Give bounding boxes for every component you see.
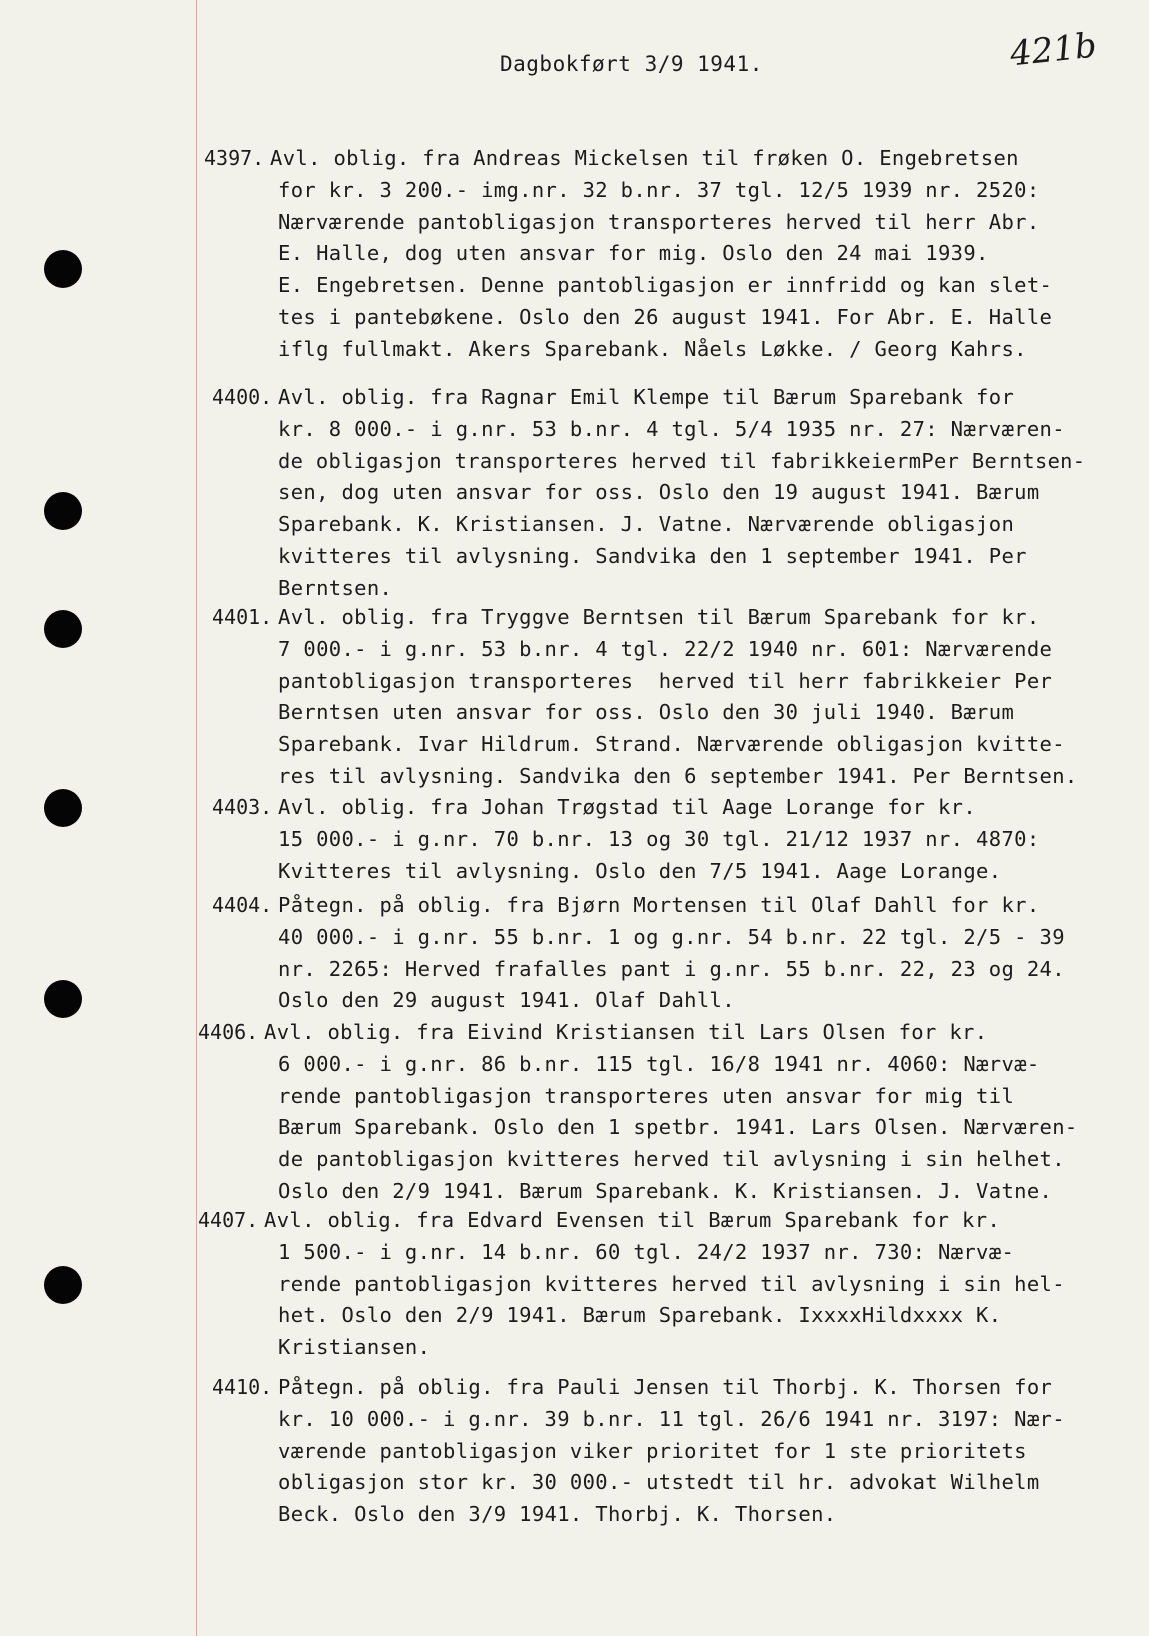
entry-line: de pantobligasjon kvitteres herved til avlysning i sin helhet.	[278, 1147, 1065, 1172]
punch-hole	[44, 610, 82, 648]
entry-line: Sparebank. Ivar Hildrum. Strand. Nærværende obligasjon kvitte-	[278, 732, 1065, 757]
entry-line: Sparebank. K. Kristiansen. J. Vatne. Nærværende obligasjon	[278, 512, 1015, 537]
entry-number: 4407.	[198, 1208, 259, 1232]
entry-line: 7 000.- i g.nr. 53 b.nr. 4 tgl. 22/2 1940 nr. 601: Nærværende	[278, 636, 1053, 661]
entry-number: 4397.	[204, 146, 265, 170]
entry-line: 15 000.- i g.nr. 70 b.nr. 13 og 30 tgl. 21/12 1937 nr. 4870:	[278, 826, 1040, 851]
entry-number: 4410.	[212, 1375, 273, 1399]
entry-line: obligasjon stor kr. 30 000.- utstedt til hr. advokat Wilhelm	[278, 1470, 1040, 1495]
punch-hole	[44, 492, 82, 530]
page-number: 421b	[1008, 25, 1099, 75]
entry-line: Oslo den 2/9 1941. Bærum Sparebank. K. Kristiansen. J. Vatne.	[278, 1179, 1053, 1203]
entry-line: rende pantobligasjon transporteres uten ansvar for mig til	[278, 1083, 1015, 1108]
entry-line: de obligasjon transporteres herved til fabrikkeiermPer Berntsen-	[278, 448, 1086, 473]
entry-line: Avl. oblig. fra Johan Trøgstad til Aage Lorange for kr.	[278, 795, 977, 819]
entry-line: Oslo den 29 august 1941. Olaf Dahll.	[278, 988, 735, 1013]
entry-line: sen, dog uten ansvar for oss. Oslo den 19 august 1941. Bærum	[278, 480, 1040, 505]
entry-line: iflg fullmakt. Akers Sparebank. Nåels Løkke. / Georg Kahrs.	[278, 336, 1027, 361]
entry-line: Avl. oblig. fra Eivind Kristiansen til Lars Olsen for kr.	[264, 1020, 988, 1044]
entry-line: kvitteres til avlysning. Sandvika den 1 september 1941. Per	[278, 544, 1027, 568]
punch-hole	[44, 1266, 82, 1304]
entry-line: Avl. oblig. fra Ragnar Emil Klempe til Bærum Sparebank for	[278, 385, 1015, 409]
entry-line: kr. 10 000.- i g.nr. 39 b.nr. 11 tgl. 26/6 1941 nr. 3197: Nær-	[278, 1406, 1065, 1431]
entry-line: Påtegn. på oblig. fra Bjørn Mortensen til Olaf Dahll for kr.	[278, 893, 1040, 917]
punch-hole	[44, 980, 82, 1018]
entry-number: 4406.	[198, 1020, 259, 1044]
entry-line: tes i pantebøkene. Oslo den 26 august 1941. For Abr. E. Halle	[278, 305, 1053, 329]
entry-number: 4403.	[212, 795, 273, 819]
entry-line: Avl. oblig. fra Andreas Mickelsen til frøken O. Engebretsen	[270, 146, 1019, 170]
entry-line: E. Halle, dog uten ansvar for mig. Oslo den 24 mai 1939.	[278, 241, 989, 266]
entry-line: Beck. Oslo den 3/9 1941. Thorbj. K. Thorsen.	[278, 1502, 837, 1527]
entry-line: 6 000.- i g.nr. 86 b.nr. 115 tgl. 16/8 1941 nr. 4060: Nærvæ-	[278, 1051, 1040, 1076]
entry-line: nr. 2265: Herved frafalles pant i g.nr. 55 b.nr. 22, 23 og 24.	[278, 956, 1065, 981]
entry-line: for kr. 3 200.- img.nr. 32 b.nr. 37 tgl. 12/5 1939 nr. 2520:	[278, 177, 1040, 202]
entry-line: Berntsen uten ansvar for oss. Oslo den 30 juli 1940. Bærum	[278, 700, 1015, 725]
entry-number: 4400.	[212, 385, 273, 409]
punch-hole	[44, 789, 82, 827]
entry-line: kr. 8 000.- i g.nr. 53 b.nr. 4 tgl. 5/4 1935 nr. 27: Nærværen-	[278, 416, 1065, 441]
entry-line: Påtegn. på oblig. fra Pauli Jensen til Thorbj. K. Thorsen for	[278, 1375, 1053, 1399]
entry-line: Avl. oblig. fra Tryggve Berntsen til Bærum Sparebank for kr.	[278, 605, 1040, 629]
entry-line: Kvitteres til avlysning. Oslo den 7/5 1941. Aage Lorange.	[278, 858, 1002, 883]
entry-line: Avl. oblig. fra Edvard Evensen til Bærum Sparebank for kr.	[264, 1208, 1001, 1232]
punch-hole	[44, 250, 82, 288]
entry-line: værende pantobligasjon viker prioritet for 1 ste prioritets	[278, 1438, 1027, 1463]
page-header: Dagbokført 3/9 1941.	[500, 52, 763, 76]
entry-line: Bærum Sparebank. Oslo den 1 spetbr. 1941. Lars Olsen. Nærværen-	[278, 1115, 1078, 1140]
entry-line: 1 500.- i g.nr. 14 b.nr. 60 tgl. 24/2 1937 nr. 730: Nærvæ-	[278, 1239, 1015, 1264]
entry-line: Nærværende pantobligasjon transporteres herved til herr Abr.	[278, 209, 1040, 234]
entry-number: 4404.	[212, 893, 273, 917]
entry-line: Kristiansen.	[278, 1335, 431, 1360]
entry-line: rende pantobligasjon kvitteres herved til avlysning i sin hel-	[278, 1271, 1065, 1296]
entry-line: res til avlysning. Sandvika den 6 september 1941. Per Berntsen.	[278, 764, 1078, 788]
entry-line: E. Engebretsen. Denne pantobligasjon er innfridd og kan slet-	[278, 273, 1053, 298]
margin-rule	[196, 0, 197, 1636]
entry-line: 40 000.- i g.nr. 55 b.nr. 1 og g.nr. 54 b.nr. 22 tgl. 2/5 - 39	[278, 924, 1065, 949]
entry-line: pantobligasjon transporteres herved til herr fabrikkeier Per	[278, 668, 1053, 693]
entry-number: 4401.	[212, 605, 273, 629]
entry-line: Berntsen.	[278, 575, 393, 600]
entry-line: het. Oslo den 2/9 1941. Bærum Sparebank. IxxxxHildxxxx K.	[278, 1303, 1002, 1328]
